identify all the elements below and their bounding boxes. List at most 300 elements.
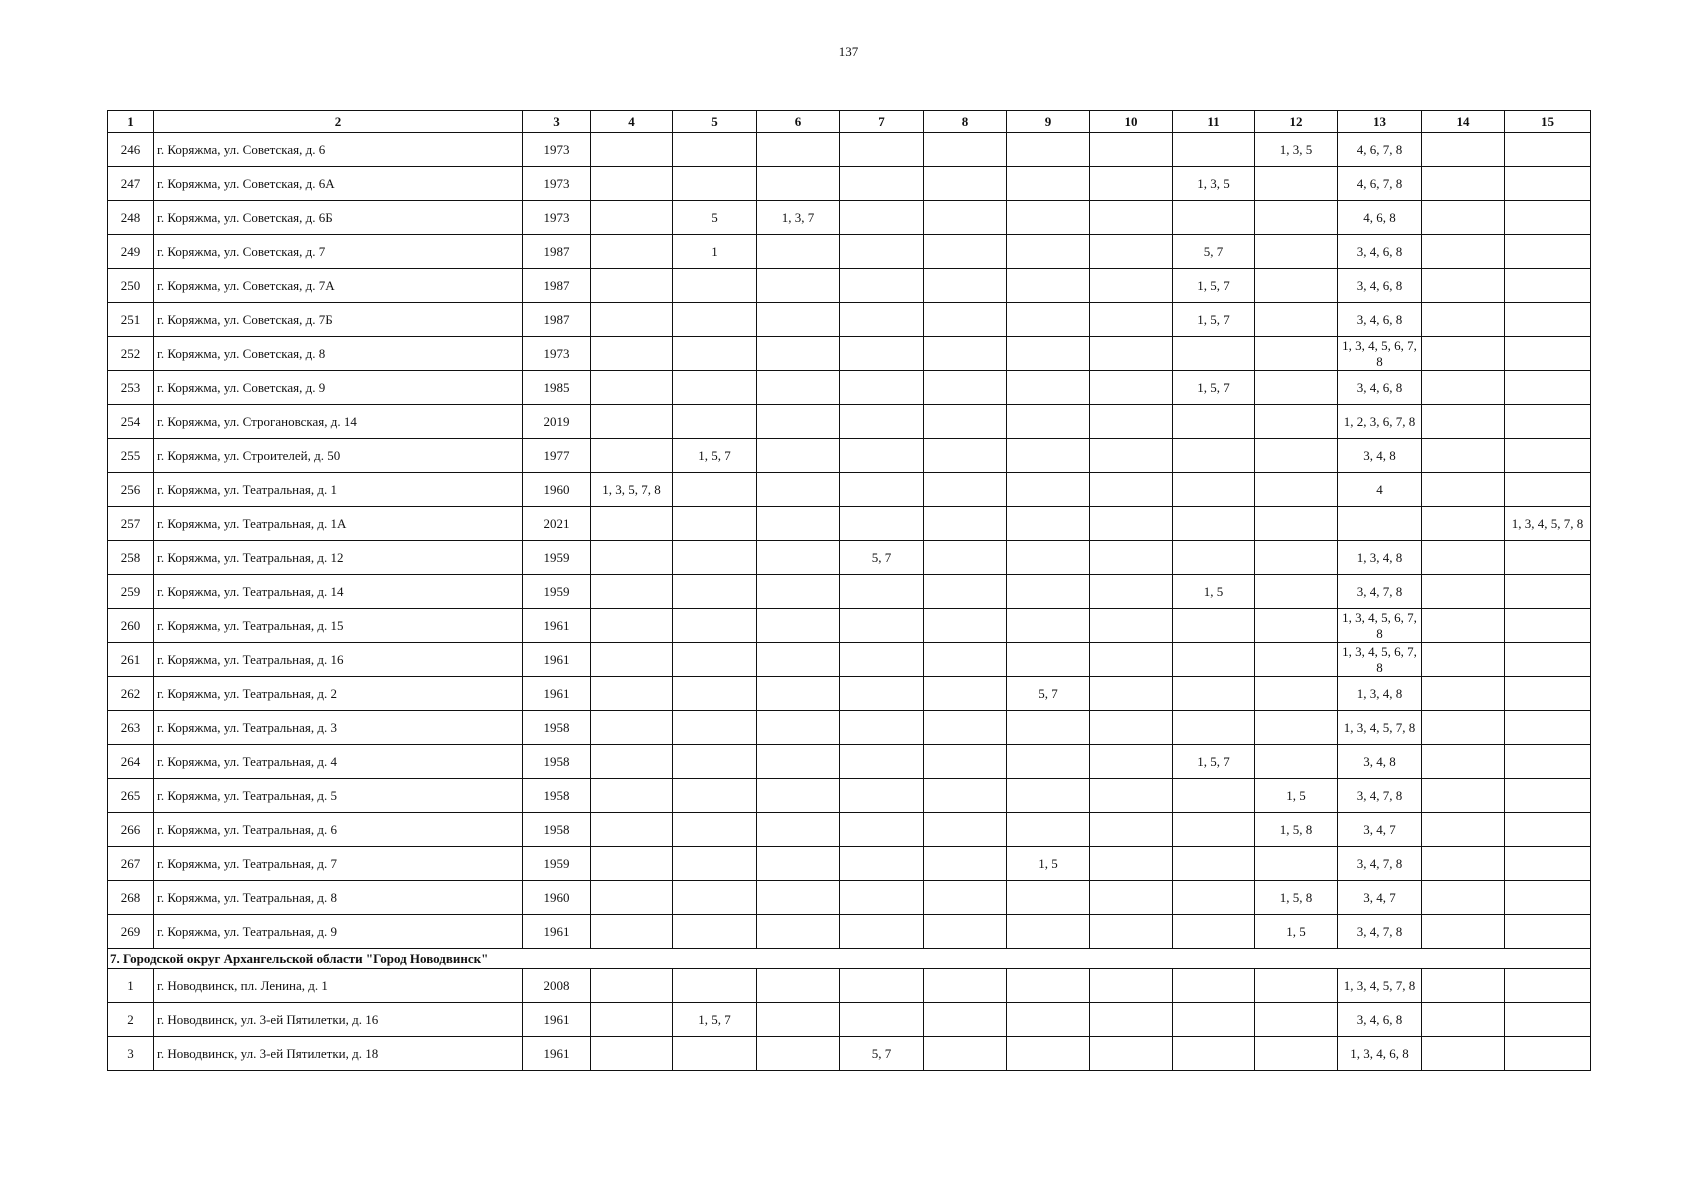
- col-10-cell: [1090, 813, 1173, 847]
- col-5-cell: [673, 1037, 757, 1071]
- col-10-cell: [1090, 303, 1173, 337]
- table-row: [108, 609, 1591, 643]
- col-5-cell: [673, 881, 757, 915]
- col-11-cell: [1173, 813, 1255, 847]
- col-7-cell: [840, 881, 924, 915]
- col-10-cell: [1090, 677, 1173, 711]
- col-4-cell: [591, 915, 673, 949]
- column-header-14: 14: [1422, 111, 1505, 133]
- col-12-cell: [1255, 1037, 1338, 1071]
- col-4-cell: [591, 337, 673, 371]
- col-5-cell: [673, 371, 757, 405]
- col-11-cell: [1173, 847, 1255, 881]
- row-number: 260: [108, 609, 154, 643]
- col-10-cell: [1090, 847, 1173, 881]
- address-cell: г. Коряжма, ул. Театральная, д. 14: [154, 575, 523, 609]
- col-4-cell: [591, 371, 673, 405]
- col-5-cell: [673, 969, 757, 1003]
- col-15-cell: [1505, 371, 1591, 405]
- col-14-cell: [1422, 969, 1505, 1003]
- row-number: 256: [108, 473, 154, 507]
- table-body: [108, 133, 1591, 1071]
- col-9-cell: [1007, 813, 1090, 847]
- col-11-cell: [1173, 711, 1255, 745]
- column-header-6: 6: [757, 111, 840, 133]
- year-cell: 1973: [523, 337, 591, 371]
- col-11-cell: [1173, 779, 1255, 813]
- row-number: 255: [108, 439, 154, 473]
- col-7-cell: [840, 813, 924, 847]
- col-8-cell: [924, 677, 1007, 711]
- row-number: 247: [108, 167, 154, 201]
- table-row: [108, 507, 1591, 541]
- col-13-cell: 3, 4, 7: [1338, 813, 1422, 847]
- col-15-cell: [1505, 575, 1591, 609]
- col-11-cell: [1173, 201, 1255, 235]
- table-row: [108, 711, 1591, 745]
- col-8-cell: [924, 915, 1007, 949]
- col-15-cell: [1505, 847, 1591, 881]
- col-14-cell: [1422, 507, 1505, 541]
- address-cell: г. Коряжма, ул. Театральная, д. 2: [154, 677, 523, 711]
- col-4-cell: [591, 813, 673, 847]
- col-11-cell: [1173, 507, 1255, 541]
- col-14-cell: [1422, 813, 1505, 847]
- col-11-cell: 1, 5, 7: [1173, 269, 1255, 303]
- col-12-cell: [1255, 745, 1338, 779]
- address-cell: г. Новодвинск, ул. 3-ей Пятилетки, д. 16: [154, 1003, 523, 1037]
- table-row: [108, 881, 1591, 915]
- year-cell: 1987: [523, 269, 591, 303]
- year-cell: 1973: [523, 201, 591, 235]
- col-5-cell: [673, 473, 757, 507]
- col-13-cell: 3, 4, 8: [1338, 745, 1422, 779]
- col-15-cell: [1505, 235, 1591, 269]
- table-row: [108, 969, 1591, 1003]
- col-7-cell: [840, 915, 924, 949]
- col-5-cell: [673, 711, 757, 745]
- address-cell: г. Коряжма, ул. Театральная, д. 16: [154, 643, 523, 677]
- col-4-cell: [591, 541, 673, 575]
- col-7-cell: [840, 677, 924, 711]
- year-cell: 1959: [523, 541, 591, 575]
- col-12-cell: [1255, 269, 1338, 303]
- col-14-cell: [1422, 167, 1505, 201]
- col-13-cell: 3, 4, 6, 8: [1338, 269, 1422, 303]
- col-6-cell: [757, 609, 840, 643]
- col-6-cell: [757, 745, 840, 779]
- address-cell: г. Коряжма, ул. Советская, д. 8: [154, 337, 523, 371]
- col-4-cell: [591, 405, 673, 439]
- col-7-cell: [840, 133, 924, 167]
- col-14-cell: [1422, 1003, 1505, 1037]
- col-13-cell: [1338, 507, 1422, 541]
- col-9-cell: [1007, 439, 1090, 473]
- col-8-cell: [924, 201, 1007, 235]
- year-cell: 1973: [523, 133, 591, 167]
- table-row: [108, 337, 1591, 371]
- col-14-cell: [1422, 677, 1505, 711]
- col-14-cell: [1422, 711, 1505, 745]
- col-11-cell: [1173, 473, 1255, 507]
- year-cell: 1958: [523, 779, 591, 813]
- row-number: 269: [108, 915, 154, 949]
- col-6-cell: [757, 881, 840, 915]
- col-11-cell: 1, 3, 5: [1173, 167, 1255, 201]
- year-cell: 2021: [523, 507, 591, 541]
- year-cell: 1985: [523, 371, 591, 405]
- col-9-cell: [1007, 337, 1090, 371]
- col-15-cell: [1505, 269, 1591, 303]
- col-13-cell: 3, 4, 7, 8: [1338, 575, 1422, 609]
- col-5-cell: [673, 507, 757, 541]
- col-15-cell: [1505, 473, 1591, 507]
- col-7-cell: [840, 575, 924, 609]
- row-number: 261: [108, 643, 154, 677]
- col-13-cell: 1, 3, 4, 8: [1338, 541, 1422, 575]
- col-9-cell: [1007, 235, 1090, 269]
- col-7-cell: [840, 303, 924, 337]
- col-15-cell: [1505, 167, 1591, 201]
- col-13-cell: 3, 4, 6, 8: [1338, 1003, 1422, 1037]
- address-cell: г. Новодвинск, ул. 3-ей Пятилетки, д. 18: [154, 1037, 523, 1071]
- column-header-8: 8: [924, 111, 1007, 133]
- row-number: 263: [108, 711, 154, 745]
- col-7-cell: [840, 405, 924, 439]
- col-12-cell: [1255, 167, 1338, 201]
- row-number: 249: [108, 235, 154, 269]
- row-number: 258: [108, 541, 154, 575]
- col-14-cell: [1422, 235, 1505, 269]
- address-cell: г. Коряжма, ул. Советская, д. 6А: [154, 167, 523, 201]
- table-row: [108, 847, 1591, 881]
- col-14-cell: [1422, 405, 1505, 439]
- col-8-cell: [924, 745, 1007, 779]
- col-11-cell: [1173, 439, 1255, 473]
- col-6-cell: [757, 337, 840, 371]
- col-5-cell: [673, 541, 757, 575]
- year-cell: 1977: [523, 439, 591, 473]
- col-5-cell: [673, 575, 757, 609]
- col-8-cell: [924, 1003, 1007, 1037]
- col-4-cell: [591, 133, 673, 167]
- col-4-cell: [591, 1037, 673, 1071]
- col-9-cell: [1007, 507, 1090, 541]
- year-cell: 1958: [523, 711, 591, 745]
- col-10-cell: [1090, 1003, 1173, 1037]
- col-10-cell: [1090, 915, 1173, 949]
- col-7-cell: [840, 473, 924, 507]
- col-12-cell: [1255, 201, 1338, 235]
- col-7-cell: [840, 439, 924, 473]
- column-header-2: 2: [154, 111, 523, 133]
- col-11-cell: [1173, 1003, 1255, 1037]
- col-12-cell: 1, 5: [1255, 779, 1338, 813]
- col-5-cell: [673, 303, 757, 337]
- row-number: 248: [108, 201, 154, 235]
- col-7-cell: [840, 507, 924, 541]
- col-6-cell: [757, 779, 840, 813]
- col-10-cell: [1090, 337, 1173, 371]
- col-12-cell: 1, 3, 5: [1255, 133, 1338, 167]
- col-10-cell: [1090, 1037, 1173, 1071]
- col-4-cell: [591, 575, 673, 609]
- col-9-cell: [1007, 643, 1090, 677]
- col-6-cell: [757, 643, 840, 677]
- year-cell: 1960: [523, 881, 591, 915]
- col-14-cell: [1422, 473, 1505, 507]
- table-row: [108, 473, 1591, 507]
- col-8-cell: [924, 1037, 1007, 1071]
- col-6-cell: [757, 541, 840, 575]
- address-cell: г. Коряжма, ул. Советская, д. 7Б: [154, 303, 523, 337]
- year-cell: 1958: [523, 813, 591, 847]
- col-10-cell: [1090, 201, 1173, 235]
- col-13-cell: 1, 3, 4, 5, 6, 7, 8: [1338, 609, 1422, 643]
- row-number: 257: [108, 507, 154, 541]
- col-11-cell: [1173, 133, 1255, 167]
- col-12-cell: [1255, 609, 1338, 643]
- col-12-cell: [1255, 337, 1338, 371]
- column-header-4: 4: [591, 111, 673, 133]
- col-14-cell: [1422, 439, 1505, 473]
- col-8-cell: [924, 473, 1007, 507]
- col-13-cell: 3, 4, 6, 8: [1338, 235, 1422, 269]
- column-header-13: 13: [1338, 111, 1422, 133]
- col-8-cell: [924, 167, 1007, 201]
- col-12-cell: [1255, 1003, 1338, 1037]
- column-header-10: 10: [1090, 111, 1173, 133]
- col-9-cell: [1007, 1037, 1090, 1071]
- col-11-cell: [1173, 915, 1255, 949]
- col-6-cell: [757, 473, 840, 507]
- col-15-cell: [1505, 1037, 1591, 1071]
- row-number: 267: [108, 847, 154, 881]
- row-number: 251: [108, 303, 154, 337]
- col-11-cell: [1173, 405, 1255, 439]
- col-15-cell: 1, 3, 4, 5, 7, 8: [1505, 507, 1591, 541]
- col-15-cell: [1505, 915, 1591, 949]
- column-header-7: 7: [840, 111, 924, 133]
- col-14-cell: [1422, 745, 1505, 779]
- col-7-cell: [840, 711, 924, 745]
- row-number: 264: [108, 745, 154, 779]
- col-10-cell: [1090, 235, 1173, 269]
- table-row: [108, 1037, 1591, 1071]
- header-row: [108, 111, 1591, 133]
- col-11-cell: [1173, 881, 1255, 915]
- col-14-cell: [1422, 133, 1505, 167]
- table-row: [108, 167, 1591, 201]
- col-8-cell: [924, 133, 1007, 167]
- col-10-cell: [1090, 439, 1173, 473]
- year-cell: 2008: [523, 969, 591, 1003]
- col-8-cell: [924, 575, 1007, 609]
- col-4-cell: [591, 201, 673, 235]
- col-4-cell: [591, 1003, 673, 1037]
- col-4-cell: [591, 303, 673, 337]
- col-7-cell: [840, 235, 924, 269]
- col-6-cell: [757, 235, 840, 269]
- col-9-cell: 5, 7: [1007, 677, 1090, 711]
- col-10-cell: [1090, 609, 1173, 643]
- col-4-cell: [591, 507, 673, 541]
- year-cell: 2019: [523, 405, 591, 439]
- col-8-cell: [924, 235, 1007, 269]
- col-13-cell: 3, 4, 7, 8: [1338, 847, 1422, 881]
- col-14-cell: [1422, 337, 1505, 371]
- section-title: 7. Городской округ Архангельской области "Город Новодвинск": [108, 949, 1591, 969]
- col-13-cell: 1, 2, 3, 6, 7, 8: [1338, 405, 1422, 439]
- col-11-cell: [1173, 1037, 1255, 1071]
- col-8-cell: [924, 337, 1007, 371]
- col-15-cell: [1505, 439, 1591, 473]
- table-row: [108, 779, 1591, 813]
- column-header-9: 9: [1007, 111, 1090, 133]
- col-9-cell: [1007, 969, 1090, 1003]
- col-11-cell: [1173, 969, 1255, 1003]
- col-12-cell: [1255, 575, 1338, 609]
- col-15-cell: [1505, 303, 1591, 337]
- col-10-cell: [1090, 643, 1173, 677]
- address-cell: г. Коряжма, ул. Театральная, д. 4: [154, 745, 523, 779]
- table-row: [108, 575, 1591, 609]
- col-10-cell: [1090, 745, 1173, 779]
- col-4-cell: [591, 235, 673, 269]
- col-14-cell: [1422, 371, 1505, 405]
- year-cell: 1961: [523, 643, 591, 677]
- col-8-cell: [924, 969, 1007, 1003]
- row-number: 259: [108, 575, 154, 609]
- address-cell: г. Коряжма, ул. Строгановская, д. 14: [154, 405, 523, 439]
- col-5-cell: [673, 677, 757, 711]
- col-9-cell: [1007, 541, 1090, 575]
- col-12-cell: [1255, 541, 1338, 575]
- table-row: [108, 643, 1591, 677]
- col-5-cell: [673, 133, 757, 167]
- col-12-cell: [1255, 439, 1338, 473]
- col-4-cell: [591, 167, 673, 201]
- col-13-cell: 4, 6, 7, 8: [1338, 133, 1422, 167]
- col-14-cell: [1422, 643, 1505, 677]
- table-row: [108, 269, 1591, 303]
- col-13-cell: 1, 3, 4, 5, 7, 8: [1338, 969, 1422, 1003]
- col-13-cell: 4, 6, 8: [1338, 201, 1422, 235]
- table-row: [108, 439, 1591, 473]
- col-14-cell: [1422, 847, 1505, 881]
- col-5-cell: [673, 779, 757, 813]
- col-13-cell: 1, 3, 4, 5, 7, 8: [1338, 711, 1422, 745]
- section-header-row: [108, 949, 1591, 969]
- col-11-cell: [1173, 677, 1255, 711]
- col-5-cell: [673, 745, 757, 779]
- col-12-cell: 1, 5, 8: [1255, 881, 1338, 915]
- table-row: [108, 677, 1591, 711]
- col-6-cell: [757, 1003, 840, 1037]
- col-8-cell: [924, 881, 1007, 915]
- table-row: [108, 133, 1591, 167]
- table-row: [108, 405, 1591, 439]
- col-8-cell: [924, 609, 1007, 643]
- col-13-cell: 3, 4, 7, 8: [1338, 915, 1422, 949]
- col-14-cell: [1422, 609, 1505, 643]
- address-cell: г. Коряжма, ул. Театральная, д. 1: [154, 473, 523, 507]
- col-13-cell: 1, 3, 4, 6, 8: [1338, 1037, 1422, 1071]
- col-14-cell: [1422, 881, 1505, 915]
- col-12-cell: [1255, 507, 1338, 541]
- col-6-cell: [757, 507, 840, 541]
- col-4-cell: [591, 439, 673, 473]
- year-cell: 1960: [523, 473, 591, 507]
- col-6-cell: [757, 813, 840, 847]
- col-12-cell: [1255, 969, 1338, 1003]
- row-number: 262: [108, 677, 154, 711]
- col-12-cell: [1255, 643, 1338, 677]
- col-9-cell: [1007, 915, 1090, 949]
- col-7-cell: [840, 847, 924, 881]
- col-11-cell: [1173, 643, 1255, 677]
- col-8-cell: [924, 711, 1007, 745]
- col-12-cell: [1255, 711, 1338, 745]
- col-8-cell: [924, 813, 1007, 847]
- col-8-cell: [924, 779, 1007, 813]
- col-10-cell: [1090, 711, 1173, 745]
- col-6-cell: 1, 3, 7: [757, 201, 840, 235]
- col-14-cell: [1422, 541, 1505, 575]
- col-15-cell: [1505, 405, 1591, 439]
- col-6-cell: [757, 711, 840, 745]
- col-9-cell: [1007, 779, 1090, 813]
- col-7-cell: [840, 337, 924, 371]
- col-12-cell: [1255, 405, 1338, 439]
- table-row: [108, 303, 1591, 337]
- col-5-cell: [673, 609, 757, 643]
- col-13-cell: 3, 4, 6, 8: [1338, 371, 1422, 405]
- col-4-cell: [591, 269, 673, 303]
- col-15-cell: [1505, 133, 1591, 167]
- year-cell: 1973: [523, 167, 591, 201]
- col-5-cell: [673, 847, 757, 881]
- col-15-cell: [1505, 609, 1591, 643]
- year-cell: 1987: [523, 235, 591, 269]
- col-15-cell: [1505, 677, 1591, 711]
- address-cell: г. Коряжма, ул. Театральная, д. 9: [154, 915, 523, 949]
- address-cell: г. Коряжма, ул. Советская, д. 6: [154, 133, 523, 167]
- col-10-cell: [1090, 371, 1173, 405]
- table-row: [108, 371, 1591, 405]
- col-8-cell: [924, 541, 1007, 575]
- year-cell: 1987: [523, 303, 591, 337]
- col-5-cell: [673, 405, 757, 439]
- col-10-cell: [1090, 541, 1173, 575]
- address-cell: г. Коряжма, ул. Советская, д. 7: [154, 235, 523, 269]
- col-10-cell: [1090, 133, 1173, 167]
- col-15-cell: [1505, 881, 1591, 915]
- col-15-cell: [1505, 337, 1591, 371]
- col-5-cell: [673, 915, 757, 949]
- col-12-cell: [1255, 303, 1338, 337]
- col-12-cell: [1255, 847, 1338, 881]
- col-13-cell: 3, 4, 8: [1338, 439, 1422, 473]
- col-13-cell: 1, 3, 4, 5, 6, 7, 8: [1338, 643, 1422, 677]
- col-4-cell: [591, 609, 673, 643]
- col-11-cell: 1, 5, 7: [1173, 371, 1255, 405]
- col-7-cell: [840, 167, 924, 201]
- col-8-cell: [924, 643, 1007, 677]
- row-number: 246: [108, 133, 154, 167]
- column-header-11: 11: [1173, 111, 1255, 133]
- col-9-cell: [1007, 371, 1090, 405]
